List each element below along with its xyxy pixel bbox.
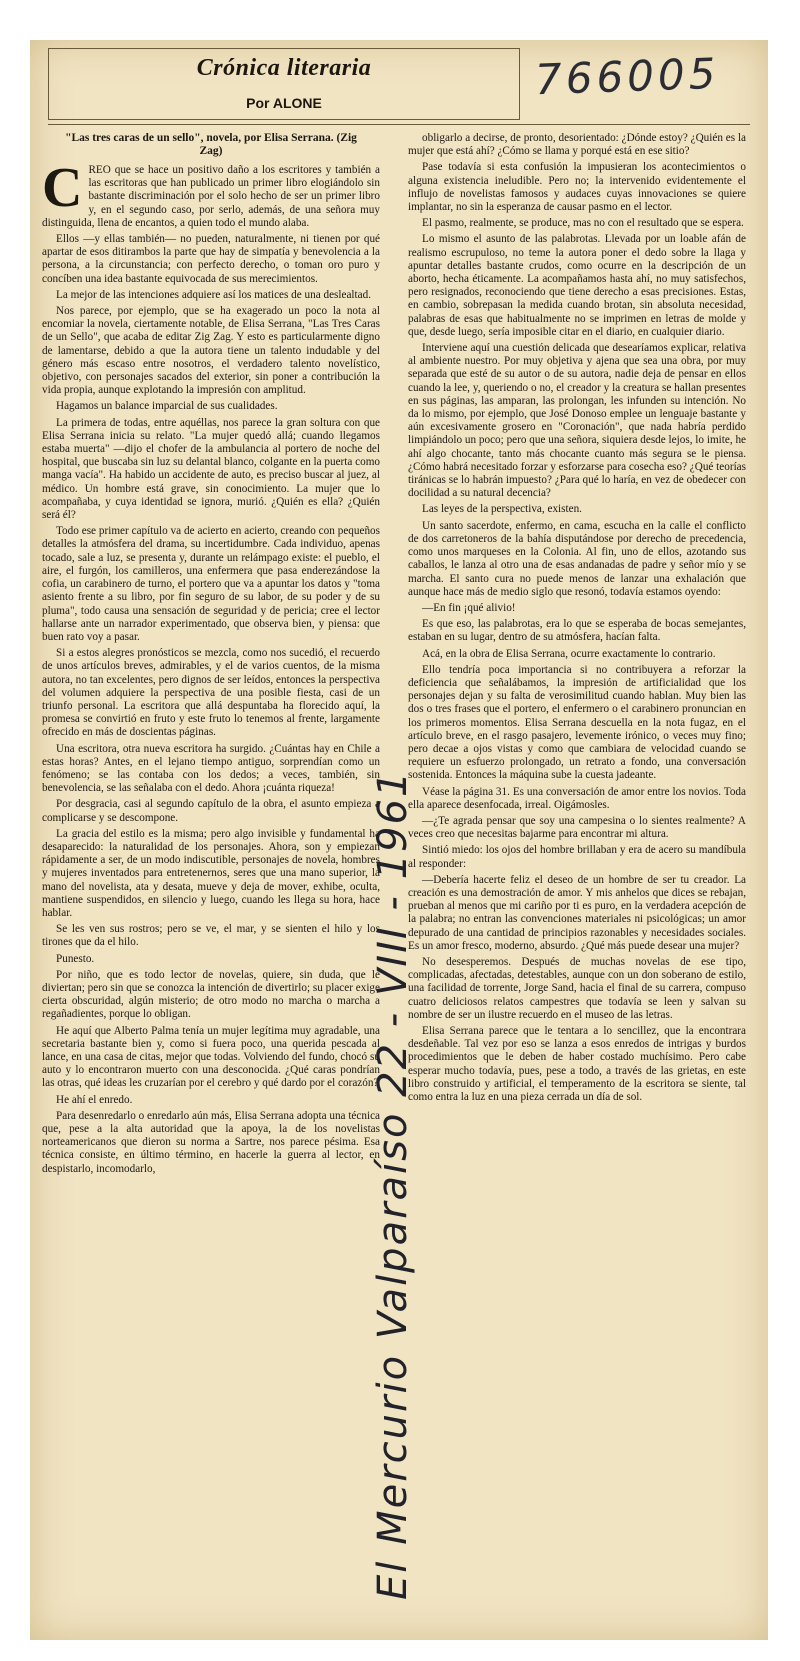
article-paragraph: Por niño, que es todo lector de novelas, quiere, sin duda, que le diviertan; pero sin que se conozca la intención de divertirlo; su placer exige cierta obscuridad, algún misterio; de otro modo no marcha o marcha a regañadientes, porque lo obligan.: [42, 968, 380, 1021]
article-paragraph: —En fin ¡qué alivio!: [422, 601, 516, 614]
article-paragraph: La gracia del estilo es la misma; pero algo invisible y fundamental ha desaparecido: la naturalidad de los personajes. Ahora, son y empiezan rápidamente a ser, de un modo indiscutible, personajes de novela, hombres y mujeres inventados para entretenernos, seres que una mano superior, la mano del novelista, ata y desata, mueve y deja de mover, exhibe, oculta, mantiene suspendidos, en silencio y luego, cuando les llega su hora, hace hablar.: [42, 827, 380, 919]
article-paragraph: Se les ven sus rostros; pero se ve, el mar, y se sienten el hilo y los tirones que da el hilo.: [42, 923, 380, 949]
article-paragraph: Las leyes de la perspectiva, existen.: [422, 503, 582, 516]
handwritten-source-annotation: El Mercurio Valparaíso 22 - VIII - 1961: [370, 769, 416, 1600]
article-paragraph: Sintió miedo: los ojos del hombre brillaban y era de acero su mandíbula al responder:: [408, 844, 746, 870]
article-paragraph: [42, 157, 380, 230]
drop-cap: C: [42, 157, 83, 219]
newspaper-clipping: [30, 40, 768, 1640]
article-paragraph: No desesperemos. Después de muchas novelas de ese tipo, complicadas, afectadas, detestables, aunque con un don soberano de estilo, una facilidad de torrente, Jorge Sand, hacia el final de su carrera, compuso cuatro deliciosos relatos campestres que todavía se leen y salvan su nombre de ser un ilustre recuerdo en el museo de las letras.: [408, 955, 746, 1021]
article-paragraph: Todo ese primer capítulo va de acierto en acierto, creando con pequeños detalles la atmósfera del drama, su incertidumbre. Cada individuo, apenas tocado, sale a luz, se presenta y, durante un relámpago existe: el pueblo, el aire, el furgón, los camilleros, una enfermera que pasa enderezándose la cofia, un carabinero de turno, el portero que va a apuntar los datos y "toma asiento frente a su libro, por fin seguro de su labor, de su poder y de su pluma", todo causa una sensación de seguridad y de pericia; cree el lector hallarse ante un narrador experimentado, que observa bien, y piensa: que buen rato voy a pasar.: [42, 525, 380, 643]
article-paragraph: Acá, en la obra de Elisa Serrana, ocurre exactamente lo contrario.: [422, 647, 716, 660]
right-column: [408, 132, 746, 1632]
article-paragraph: Un santo sacerdote, enfermo, en cama, escucha en la calle el conflicto de dos carretoneros de la bahía disputándose por derecho de precedencia, como unos marqueses en la Colonia. Al fin, uno de ellos, azotando sus caballos, le lanza al otro una de esas andanadas de padre y señor mío y se marcha. El santo cura no puede menos de lanzar una exhalación que aunque hace más de medio siglo que resonó, todavía estamos oyendo:: [408, 519, 746, 598]
article-paragraph: Ellos —y ellas también— no pueden, naturalmente, ni tienen por qué apartar de esos ditirambos la parte que hay de simpatía y benevolencia a la persona, a la circunstancia; con perfecto derecho, o toman oro puro y concíben una idea bastante equivocada de sus merecimientos.: [42, 233, 380, 285]
handwritten-catalog-number: 766005: [534, 48, 721, 105]
article-paragraph: Una escritora, otra nueva escritora ha surgido. ¿Cuántas hay en Chile a estas horas? Antes, en el lejano tiempo antiguo, sorprendían como un fenómeno; se las contaba con los dedos; a veces, también, sin benevolencia, se las señalaba con el dedo. Ahora ¡cuánta riqueza!: [42, 742, 380, 795]
article-byline: Por ALONE: [246, 95, 322, 111]
article-paragraph: Elisa Serrana parece que le tentara a lo sencillez, que la encontrara desdeñable. Tal vez por eso se lanza a esos enredos de intrigas y burdos procedimientos que le deben de haber costado muchísimo. Pero cabe esperar mucho todavía, pues, pese a todo, a través de las grietas, en este libro construido y artificial, el temperamento de la escritora se siente, tal como entra la luz en una pieza cerrada un día de sol.: [408, 1025, 746, 1104]
article-paragraph: He aquí que Alberto Palma tenía un mujer legítima muy agradable, una secretaria bastante bien y, como si fuera poco, una querida pescada al lance, en una casa de citas, mejor que todas. Volviendo del fundo, chocó su auto y lo encontraron muerto con una desconocida. ¿Qué caras pondrían las otras, qué ideas les cruzarían por el cerebro y qué dardo por el corazón?: [42, 1024, 380, 1090]
article-paragraph: Interviene aquí una cuestión delicada que desearíamos explicar, relativa al ambiente nuestro. Por muy objetiva y ajena que sea una obra, por muy separada que esté de su autor o de su autora, nadie deja de pensar en ellos cuando la lee, y, queriendo o no, el creador y la creatura se hallan presentes en sus páginas, las amparan, las prolongan, les infunden su intención. No da lo mismo, por ejemplo, que José Donoso emplee un lenguaje bastante y aún excesivamente grosero en "Coronación", que nada habría perdido limpiándolo un poco; pero que una señora, siquiera desde lejos, lo imite, he ahí algo chocante, tanto más chocante cuanto más segura se le piensa. ¿Cómo habrá necesitado forzar y esforzarse para cosecha eso? ¿Qué teorías tiránicas se lo habrán impuesto? ¿Para qué lo haría, en vez de obedecer con docilidad a su natural decencia?: [408, 342, 746, 500]
article-paragraph: Ello tendría poca importancia si no contribuyera a reforzar la deficiencia que señalábamos, la impresión de artificialidad que los personajes dejan y su falta de verosimilitud cuando hablan. Muy bien las dos o tres frases que el portero, el enfermero o el carabinero pronuncian en los primeros momentos. Elisa Serrana descuella en la nota fugaz, en el artículo breve, en el rasgo pasajero, levemente irónico, o veces muy fino; pero decae a ojos vistas y como que cambiara de velocidad cuando se requiere un esfuerzo prolongado, un retrato a fondo, una conversación sostenida. Entonces la máquina sube la cuesta jadeante.: [408, 663, 746, 782]
article-paragraph: obligarlo a decirse, de pronto, desorientado: ¿Dónde estoy? ¿Quién es la mujer que está ahí? ¿Cómo se llama y porqué está en ese sitio?: [408, 132, 746, 158]
article-paragraph: El pasmo, realmente, se produce, mas no con el resultado que se espera.: [422, 217, 744, 230]
right-column-body: [408, 132, 746, 1104]
article-paragraph: Por desgracia, casi al segundo capítulo de la obra, el asunto empieza a complicarse y se descompone.: [42, 798, 380, 824]
article-paragraph: La mejor de las intenciones adquiere así los matices de una deslealtad.: [56, 288, 371, 301]
article-paragraph: Es que eso, las palabrotas, era lo que se esperaba de bocas semejantes, estaban en su lugar, dentro de su atmósfera, hacían falta.: [408, 618, 746, 644]
article-paragraph: Lo mismo el asunto de las palabrotas. Llevada por un loable afán de realismo escrupuloso, no teme la autora poner el dedo sobre la llaga y apuntar detalles bastante crudos, como ocurre en la descripción de un aborto, hecha éticamente. La acompañamos hasta ahí, no muy satisfechos, pero resignados, reconociendo que tiene derecho a esas precisiones. Estas, en cambio, sobrepasan la medida cuando brotan, sin absoluta necesidad, palabras de esas que habitualmente no se imprimen en letras de molde y que, desde luego, sería imposible citar en el diario, en cualquier diario.: [408, 233, 746, 338]
article-subhead: "Las tres caras de un sello", novela, por Elisa Serrana. (Zig Zag): [65, 132, 357, 157]
left-column: [42, 132, 380, 1632]
article-paragraph: —Debería hacerte feliz el deseo de un hombre de ser tu creador. La creación es una demostración de amor. Y mis anhelos que dices se rebajan, prueban al menos que mi cariño por ti es puro, en la verdadera acepción de la palabra; no entran las convenciones materiales ni psicológicas; un amor depurado de una cantidad de principios razonables y necesidades sociales. Es un amor fresco, moderno, absurdo. ¿Qué más puede desear una mujer?: [408, 873, 746, 952]
article-paragraph: Si a estos alegres pronósticos se mezcla, como nos sucedió, el recuerdo de unos artículos breves, admirables, y el de varios cuentos, de la misma autora, no tan excelentes, pero dignos de ser leídos, entonces la perspectiva del volumen adquiere la perspectiva de una posible fiesta, casi de un triunfo personal. La escritora que allá despuntaba ha florecido aquí, la promesa se convirtió en fruto y este fruto lo tenemos al frente, largamente ofrecido en más de doscientas páginas.: [42, 647, 380, 739]
first-paragraph-text: REO que se hace un positivo daño a los escritores y también a las escritoras que han publicado un primer libro elogiándolo sin bastante discriminación por el solo hecho de ser un primer libro y, en el segundo caso, por serlo, además, de una señora muy distinguida, llena de encantos, a quien todo el mundo alaba.: [42, 164, 380, 229]
article-paragraph: Nos parece, por ejemplo, que se ha exagerado un poco la nota al encomiar la novela, ciertamente notable, de Elisa Serrana, "Las Tres Caras de un Sello", que acaba de editar Zig Zag. Y esto es particularmente digno de lamentarse, debido a que la autora tiene un talento indudable y del género más escaso entre nosotros, el verdadero talento novelístico, objetivo, con personajes sacados del exterior, sin poner a contribución la vida propia, aunque explotando la impresión con amplitud.: [42, 305, 380, 397]
header-box: [48, 48, 520, 120]
article-title: Crónica literaria: [196, 55, 372, 81]
article-paragraph: Para desenredarlo o enredarlo aún más, Elisa Serrana adopta una técnica que, pese a la alta autoridad que la apoya, la de los novelistas norteamericanos que dieron su norma a Sartre, nos parece pésima. Esa técnica consiste, en último término, en hacerle la guerra al lector, en despistarlo, incomodarlo,: [42, 1109, 380, 1175]
article-paragraph: He ahí el enredo.: [56, 1093, 133, 1106]
left-column-body: [42, 157, 380, 1176]
article-paragraph: —¿Te agrada pensar que soy una campesina o lo sientes realmente? A veces creo que necesitas bajarme para encontrar mi altura.: [408, 814, 746, 841]
article-paragraph: Véase la página 31. Es una conversación de amor entre los novios. Toda ella aparece desenfocada, irreal. Oigámosles.: [408, 785, 746, 811]
article-paragraph: Hagamos un balance imparcial de sus cualidades.: [56, 400, 278, 413]
article-paragraph: La primera de todas, entre aquéllas, nos parece la gran soltura con que Elisa Serrana inicia su relato. "La mujer quedó allá; cuando llegamos estaba muerta" —dijo el chofer de la ambulancia al portero de noche del hospital, que buscaba sin luz su delantal blanco, colgante en la puerta como manga vacía". Ha habido un accidente de auto, es preciso buscar al juez, al médico. Un hombre está grave, sin conocimiento. La mujer que lo acompañaba, y cuya identidad se ignora, murió. ¿Quién es ella? ¿Quién será él?: [42, 416, 380, 522]
article-paragraph: Punesto.: [56, 952, 95, 965]
article-paragraph: Pase todavía si esta confusión la impusieran los acontecimientos o alguna existencia ineludible. Pero no; la intervenido evidentemente el influjo de novelistas famosos y audaces cuyas innovaciones se quiere implantar, no sin la esperanza de causar pasmo en el lector.: [408, 161, 746, 214]
header-divider: [48, 124, 750, 125]
